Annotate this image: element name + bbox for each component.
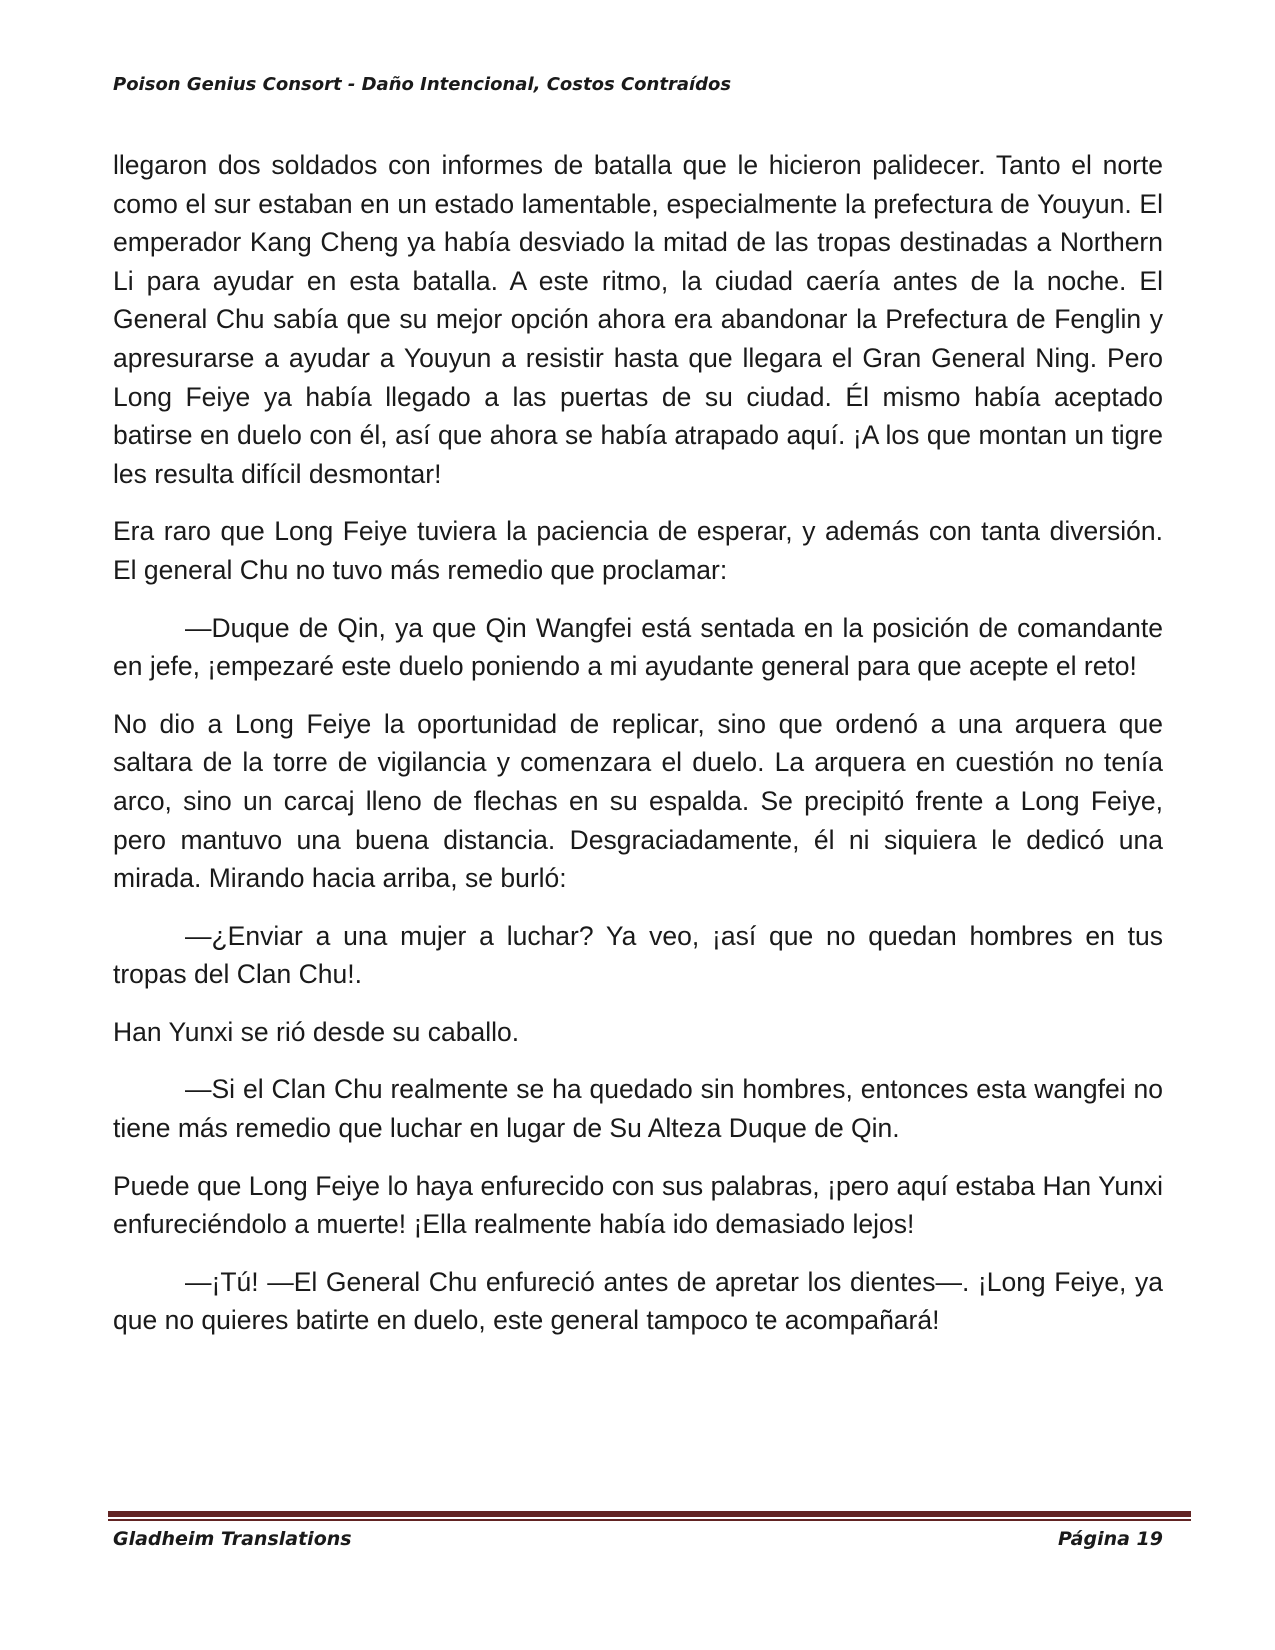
running-header: Poison Genius Consort - Daño Intencional, Costos Contraídos: [113, 74, 732, 95]
paragraph: Puede que Long Feiye lo haya enfurecido con sus palabras, ¡pero aquí estaba Han Yunxi enfureciéndolo a muerte! ¡Ella realmente había ido demasiado lejos!: [113, 1170, 1163, 1240]
footer-rule-thin: [108, 1519, 1191, 1521]
page-body: [113, 146, 1163, 1359]
paragraph: Han Yunxi se rió desde su caballo.: [113, 1016, 520, 1047]
dialogue-paragraph: —¡Tú! —El General Chu enfureció antes de apretar los dientes—. ¡Long Feiye, ya que no quieres batirte en duelo, este general tampoco te acompañará!: [113, 1266, 1163, 1336]
dialogue-paragraph: —Duque de Qin, ya que Qin Wangfei está sentada en la posición de comandante en jefe, ¡empezaré este duelo poniendo a mi ayudante general para que acepte el reto!: [113, 612, 1163, 682]
paragraph: Era raro que Long Feiye tuviera la paciencia de esperar, y además con tanta diversión. El general Chu no tuvo más remedio que proclamar:: [113, 516, 1163, 585]
paragraph: No dio a Long Feiye la oportunidad de replicar, sino que ordenó a una arquera que saltara de la torre de vigilancia y comenzara el duelo. La arquera en cuestión no tenía arco, sino un carcaj lleno de flechas en su espalda. Se precipitó frente a Long Feiye, pero mantuvo una buena distancia. Desgraciadamente, él ni siquiera le dedicó una mirada. Mirando hacia arriba, se burló:: [113, 708, 1163, 894]
footer-publisher: Gladheim Translations: [113, 1528, 352, 1550]
dialogue-paragraph: —¿Enviar a una mujer a luchar? Ya veo, ¡así que no quedan hombres en tus tropas del Clan Chu!.: [113, 920, 1163, 990]
footer-page-number: Página 19: [1057, 1528, 1163, 1550]
footer-rule-thick: [108, 1511, 1191, 1517]
paragraph: llegaron dos soldados con informes de batalla que le hicieron palidecer. Tanto el norte como el sur estaban en un estado lamentable, especialmente la prefectura de Youyun. El emperador Kang Cheng ya había desviado la mitad de las tropas destinadas a Northern Li para ayudar en esta batalla. A este ritmo, la ciudad caería antes de la noche. El General Chu sabía que su mejor opción ahora era abandonar la Prefectura de Fenglin y apresurarse a ayudar a Youyun a resistir hasta que llegara el Gran General Ning. Pero Long Feiye ya había llegado a las puertas de su ciudad. Él mismo había aceptado batirse en duelo con él, así que ahora se había atrapado aquí. ¡A los que montan un tigre les resulta difícil desmontar!: [113, 150, 1163, 489]
dialogue-paragraph: —Si el Clan Chu realmente se ha quedado sin hombres, entonces esta wangfei no tiene más remedio que luchar en lugar de Su Alteza Duque de Qin.: [113, 1074, 1163, 1144]
